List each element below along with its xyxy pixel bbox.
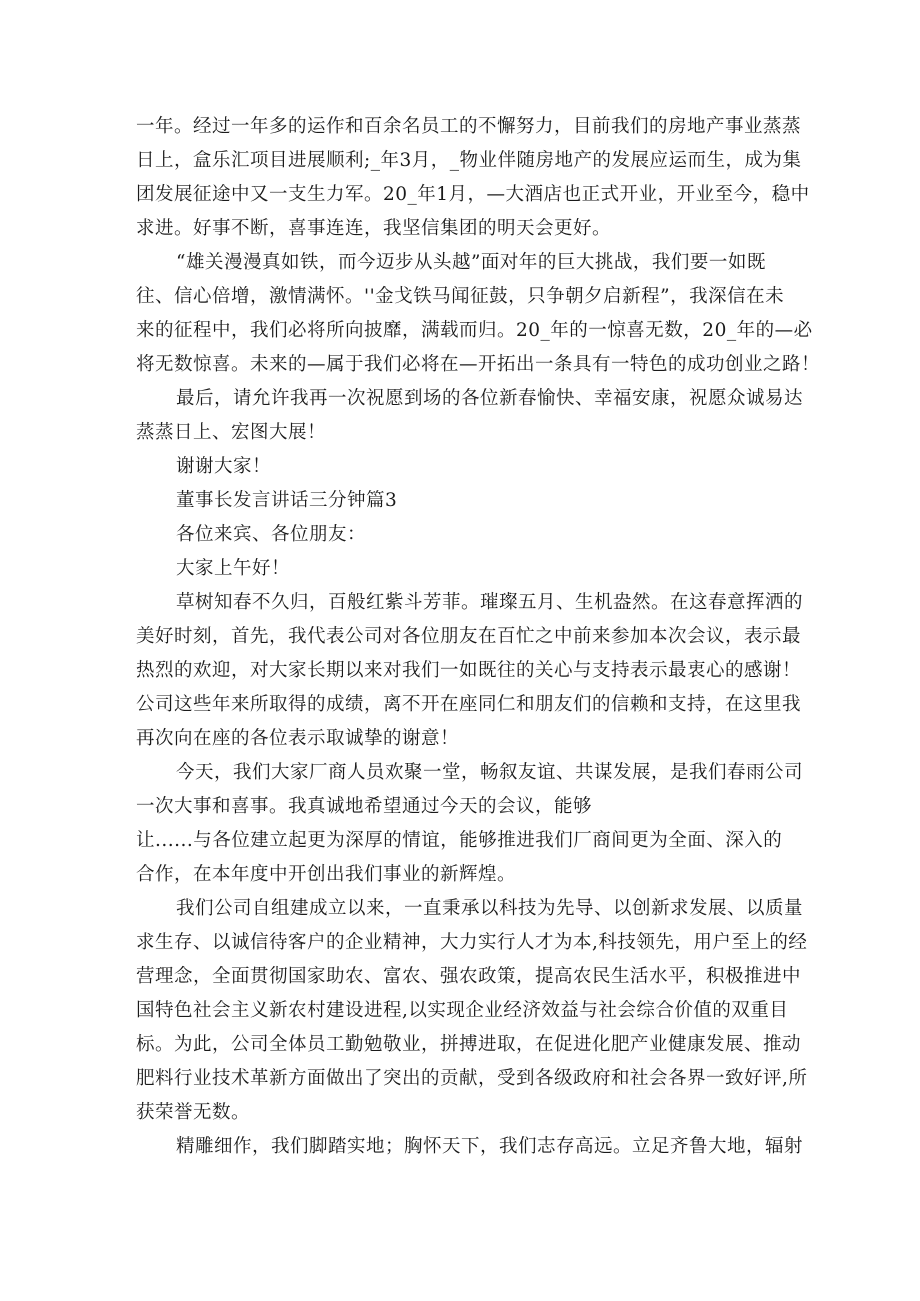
text-line: 最后，请允许我再一次祝愿到场的各位新春愉快、幸福安康，祝愿众诚易达	[176, 388, 804, 409]
text-line: 董事长发言讲话三分钟篇3	[176, 490, 398, 511]
text-line: 将无数惊喜。未来的—属于我们必将在—开拓出一条具有一特色的成功创业之路！	[136, 354, 821, 375]
text-line: 标。为此，公司全体员工勤勉敬业，拼搏进取，在促进化肥产业健康发展、推动	[136, 1034, 802, 1055]
text-line: 大家上午好！	[176, 558, 291, 579]
text-line: 谢谢大家！	[176, 456, 272, 477]
text-line: 获荣誉无数。	[136, 1102, 251, 1123]
text-line: 营理念，全面贯彻国家助农、富农、强农政策，提高农民生活水平，积极推进中	[136, 966, 802, 987]
text-line: 热烈的欢迎，对大家长期以来对我们一如既往的关心与支持表示最衷心的感谢！	[136, 660, 802, 681]
text-line: 来的征程中，我们必将所向披靡，满载而归。20_年的一惊喜无数，20_年的—必	[136, 320, 813, 341]
text-line: 今天，我们大家厂商人员欢聚一堂，畅叙友谊、共谋发展，是我们春雨公司	[176, 762, 804, 783]
text-line: 日上，盒乐汇项目进展顺利;_年3月，_物业伴随房地产的发展应运而生，成为集	[136, 150, 802, 171]
text-line: 各位来宾、各位朋友：	[176, 524, 367, 545]
text-line: 团发展征途中又一支生力军。20_年1月，—大酒店也正式开业，开业至今，稳中	[136, 184, 810, 205]
text-line: 求进。好事不断，喜事连连，我坚信集团的明天会更好。	[136, 218, 612, 239]
text-line: 国特色社会主义新农村建设进程,以实现企业经济效益与社会综合价值的双重目	[136, 1000, 789, 1021]
text-line: 精雕细作，我们脚踏实地；胸怀天下，我们志存高远。立足齐鲁大地，辐射	[176, 1136, 804, 1157]
text-line: 草树知春不久归，百般红紫斗芳菲。璀璨五月、生机盎然。在这春意挥洒的	[176, 592, 804, 613]
text-line: 让......与各位建立起更为深厚的情谊，能够推进我们厂商间更为全面、深入的	[136, 830, 783, 851]
text-line: 公司这些年来所取得的成绩，离不开在座同仁和朋友们的信赖和支持，在这里我	[136, 694, 802, 715]
text-line: 往、信心倍增，激情满怀。''金戈铁马闻征鼓，只争朝夕启新程”，我深信在未	[136, 286, 785, 307]
text-line: 一年。经过一年多的运作和百余名员工的不懈努力，目前我们的房地产事业蒸蒸	[136, 116, 802, 137]
text-line: “雄关漫漫真如铁，而今迈步从头越”面对年的巨大挑战，我们要一如既	[176, 252, 766, 273]
document-body	[136, 110, 821, 1164]
text-line: 再次向在座的各位表示取诚挚的谢意！	[136, 728, 460, 749]
text-line: 我们公司自组建成立以来，一直秉承以科技为先导、以创新求发展、以质量	[176, 898, 804, 919]
text-line: 一次大事和喜事。我真诚地希望通过今天的会议，能够	[136, 796, 593, 817]
text-line: 肥料行业技术革新方面做出了突出的贡献，受到各级政府和社会各界一致好评,所	[136, 1068, 808, 1089]
text-line: 美好时刻，首先，我代表公司对各位朋友在百忙之中前来参加本次会议，表示最	[136, 626, 802, 647]
text-line: 求生存、以诚信待客户的企业精神，大力实行人才为本,科技领先，用户至上的经	[136, 932, 808, 953]
text-line: 合作，在本年度中开创出我们事业的新辉煌。	[136, 864, 517, 885]
text-line: 蒸蒸日上、宏图大展！	[136, 422, 327, 443]
